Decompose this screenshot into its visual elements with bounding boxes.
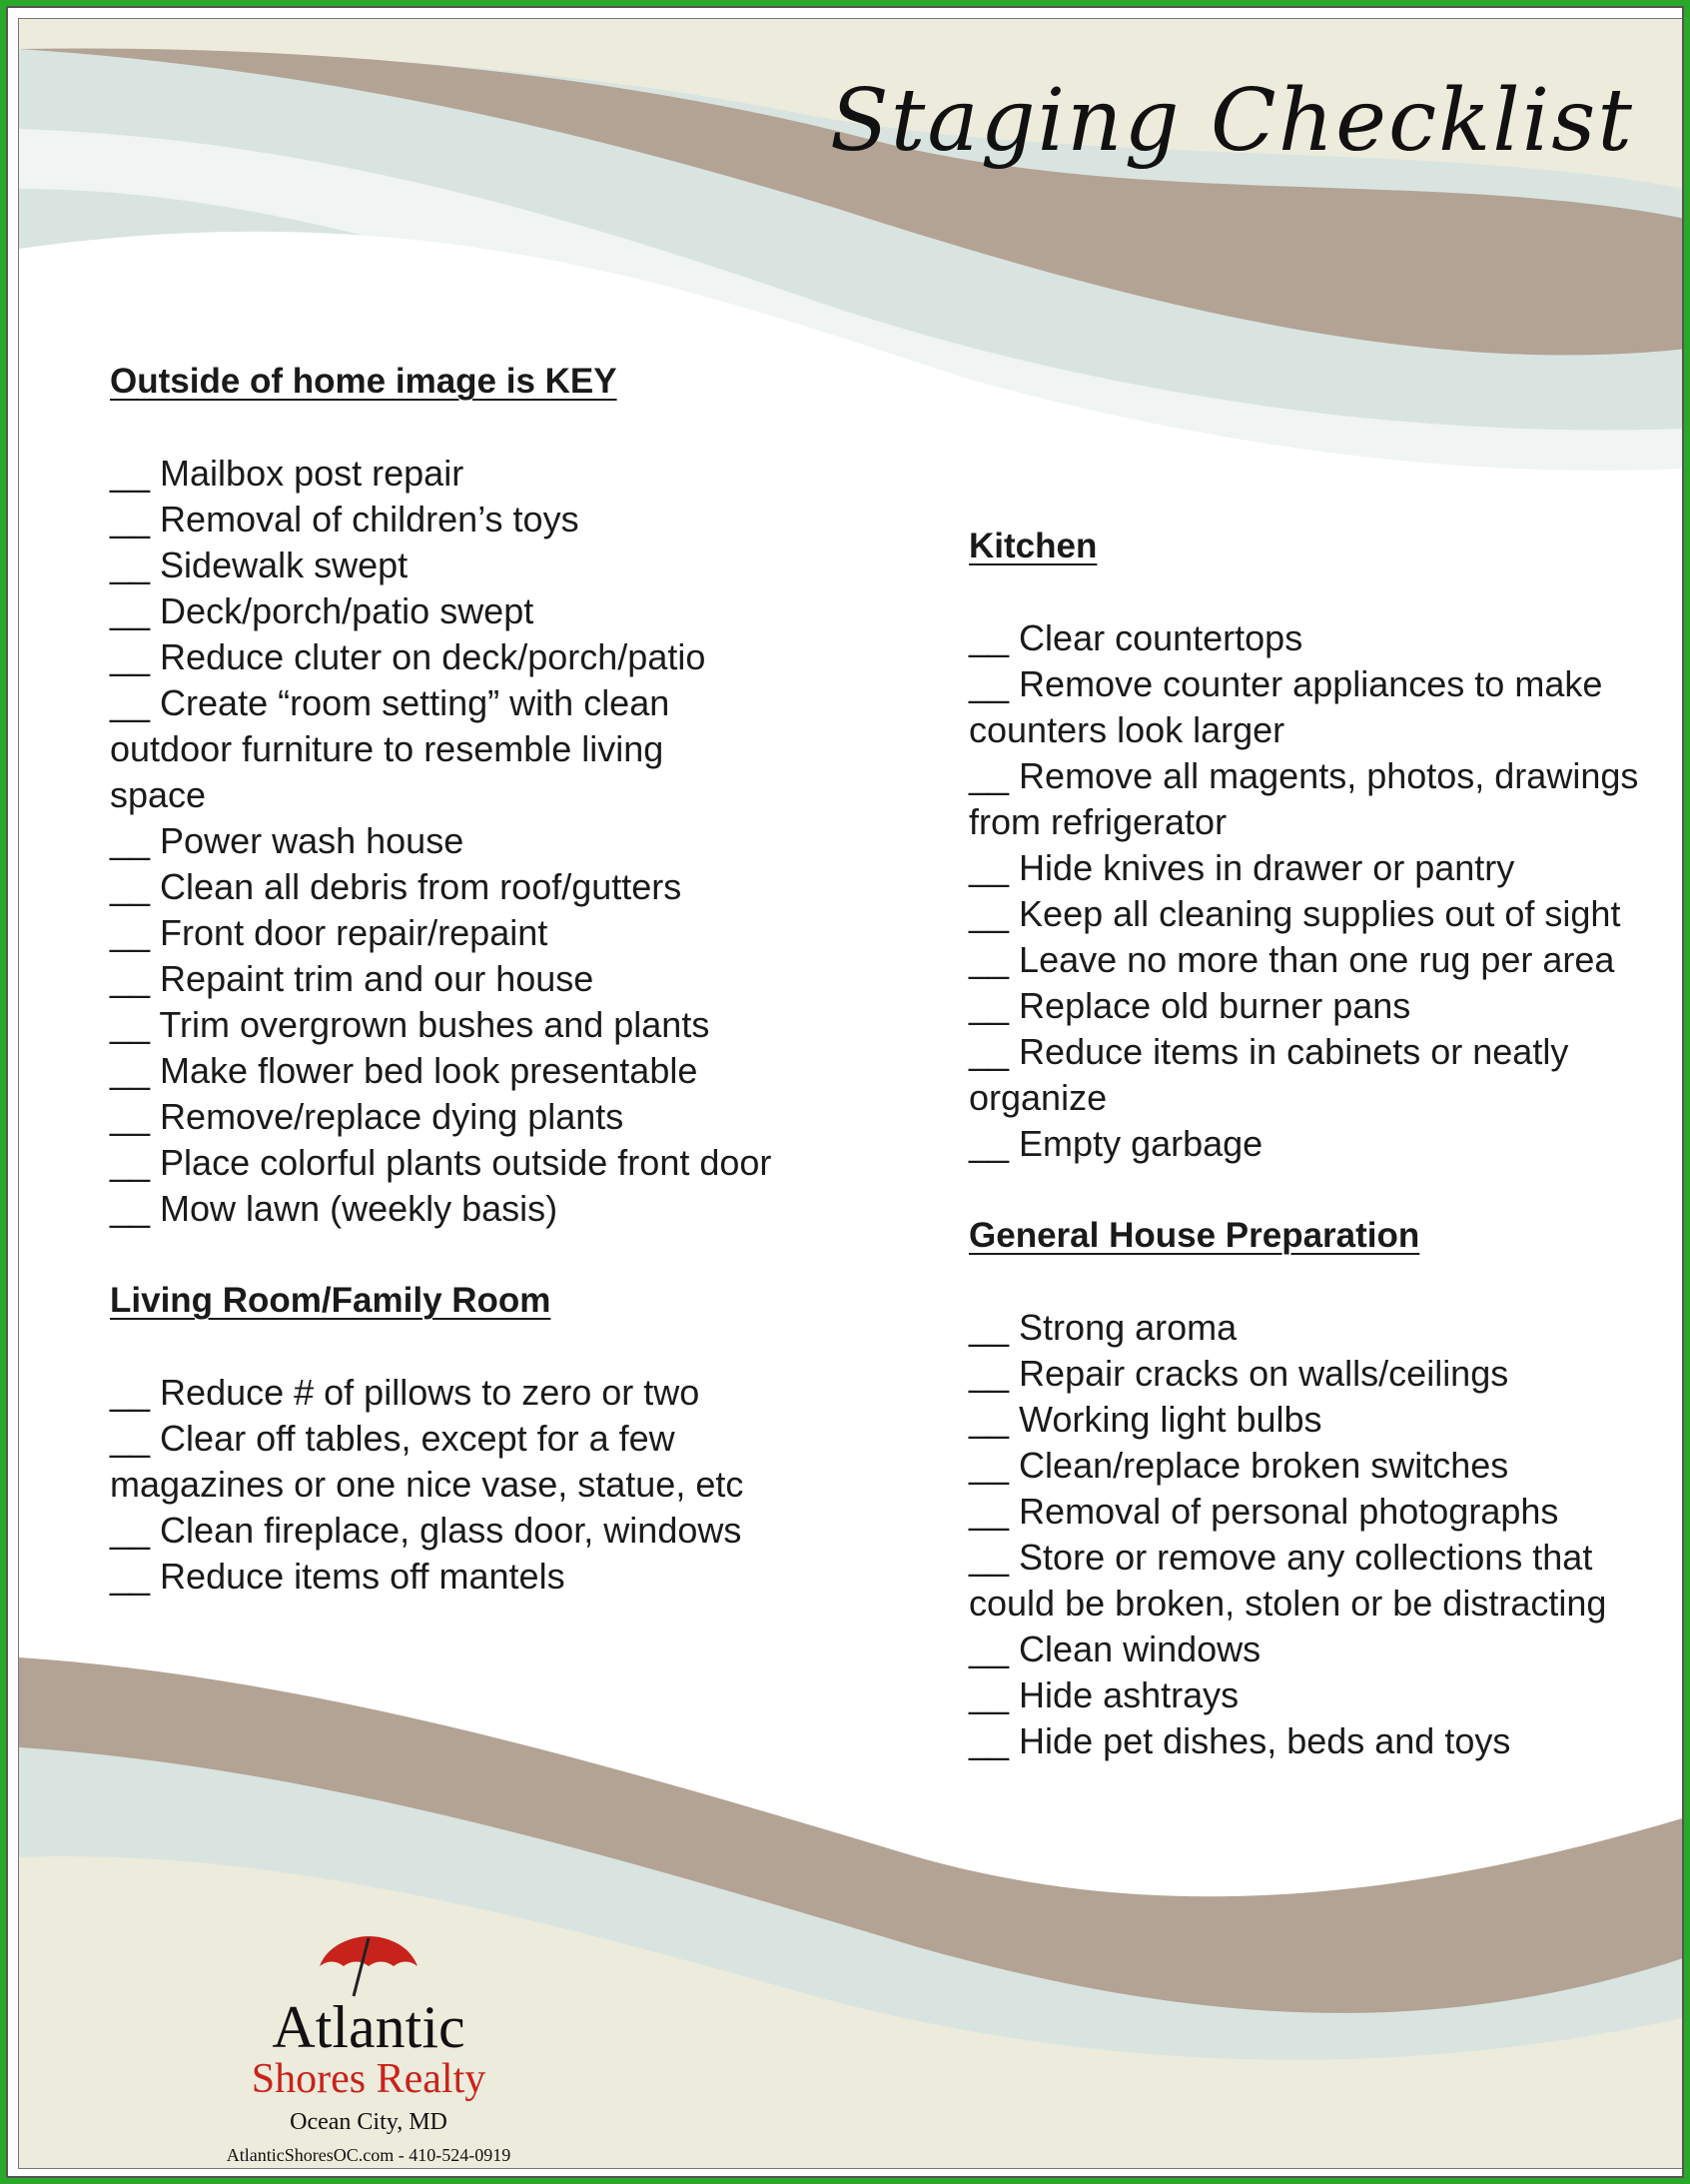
- company-logo[interactable]: [224, 1932, 513, 2169]
- checklist-living: [110, 1370, 869, 1600]
- section-heading-outside: Outside of home image is KEY: [110, 362, 617, 401]
- checklist-item[interactable]: __ Create “room setting” with clean outdoor furniture to resemble living space: [110, 682, 670, 815]
- checklist-item[interactable]: __ Mailbox post repair: [110, 453, 464, 494]
- checklist-item[interactable]: __ Clean/replace broken switches: [969, 1445, 1509, 1486]
- logo-contact[interactable]: AtlanticShoresOC.com - 410-524-0919: [226, 2145, 511, 2165]
- section-outside: [110, 359, 869, 1232]
- section-general: [969, 1213, 1684, 1764]
- logo-brand-line2: Shores Realty: [251, 2056, 486, 2102]
- section-heading-kitchen: Kitchen: [969, 527, 1098, 565]
- umbrella-icon: [314, 1932, 423, 1998]
- checklist-item[interactable]: __ Hide ashtrays: [969, 1674, 1240, 1715]
- checklist-item[interactable]: __ Clean fireplace, glass door, windows: [110, 1510, 742, 1551]
- checklist-item[interactable]: __ Deck/porch/patio swept: [110, 590, 534, 631]
- section-heading-living: Living Room/Family Room: [110, 1281, 551, 1320]
- checklist-item[interactable]: __ Trim overgrown bushes and plants: [110, 1004, 710, 1045]
- checklist-item[interactable]: __ Empty garbage: [969, 1123, 1264, 1164]
- logo-city: Ocean City, MD: [290, 2109, 447, 2135]
- section-living: [110, 1278, 869, 1600]
- checklist-item[interactable]: __ Clear off tables, except for a few magazines or one nice vase, statue, etc: [110, 1418, 744, 1505]
- logo-brand-line1: Atlantic: [272, 1994, 465, 2060]
- checklist-item[interactable]: __ Store or remove any collections that could be broken, stolen or be distracting: [969, 1537, 1607, 1624]
- checklist-outside: [110, 451, 869, 1232]
- checklist-item[interactable]: __ Remove/replace dying plants: [110, 1096, 624, 1137]
- checklist-item[interactable]: __ Power wash house: [110, 820, 464, 861]
- checklist-item[interactable]: __ Removal of personal photographs: [969, 1491, 1559, 1532]
- checklist-item[interactable]: __ Reduce # of pillows to zero or two: [110, 1372, 700, 1413]
- checklist-item[interactable]: __ Clear countertops: [969, 617, 1303, 658]
- checklist-item[interactable]: __ Clean windows: [969, 1629, 1262, 1669]
- page-title: Staging Checklist: [829, 71, 1634, 171]
- checklist-item[interactable]: __ Working light bulbs: [969, 1399, 1322, 1440]
- checklist-item[interactable]: __ Repaint trim and our house: [110, 958, 594, 999]
- checklist-item[interactable]: __ Clean all debris from roof/gutters: [110, 866, 682, 907]
- checklist-item[interactable]: __ Leave no more than one rug per area: [969, 939, 1615, 980]
- checklist-item[interactable]: __ Front door repair/repaint: [110, 912, 548, 953]
- checklist-item[interactable]: __ Mow lawn (weekly basis): [110, 1188, 558, 1229]
- checklist-kitchen: [969, 615, 1684, 1167]
- checklist-item[interactable]: __ Remove all magents, photos, drawings from refrigerator: [969, 755, 1639, 842]
- section-kitchen: [969, 524, 1684, 1167]
- checklist-item[interactable]: __ Replace old burner pans: [969, 985, 1411, 1026]
- checklist-item[interactable]: __ Place colorful plants outside front door: [110, 1142, 772, 1183]
- checklist-item[interactable]: __ Reduce items off mantels: [110, 1556, 565, 1597]
- page-frame: [6, 6, 1684, 2178]
- section-heading-general: General House Preparation: [969, 1216, 1420, 1255]
- left-column: [110, 359, 869, 1600]
- checklist-item[interactable]: __ Remove counter appliances to make counters look larger: [969, 663, 1603, 750]
- checklist-item[interactable]: __ Hide pet dishes, beds and toys: [969, 1720, 1511, 1761]
- checklist-item[interactable]: __ Sidewalk swept: [110, 545, 409, 585]
- page: [18, 18, 1684, 2169]
- checklist-general: [969, 1305, 1684, 1764]
- right-column: [969, 524, 1684, 1764]
- checklist-item[interactable]: __ Repair cracks on walls/ceilings: [969, 1353, 1509, 1394]
- checklist-item[interactable]: __ Removal of children’s toys: [110, 499, 579, 540]
- checklist-item[interactable]: __ Strong aroma: [969, 1307, 1238, 1348]
- checklist-item[interactable]: __ Hide knives in drawer or pantry: [969, 847, 1515, 888]
- checklist-item[interactable]: __ Reduce items in cabinets or neatly organize: [969, 1031, 1569, 1118]
- checklist-item[interactable]: __ Reduce cluter on deck/porch/patio: [110, 636, 706, 677]
- checklist-item[interactable]: __ Make flower bed look presentable: [110, 1050, 698, 1091]
- checklist-item[interactable]: __ Keep all cleaning supplies out of sight: [969, 893, 1621, 934]
